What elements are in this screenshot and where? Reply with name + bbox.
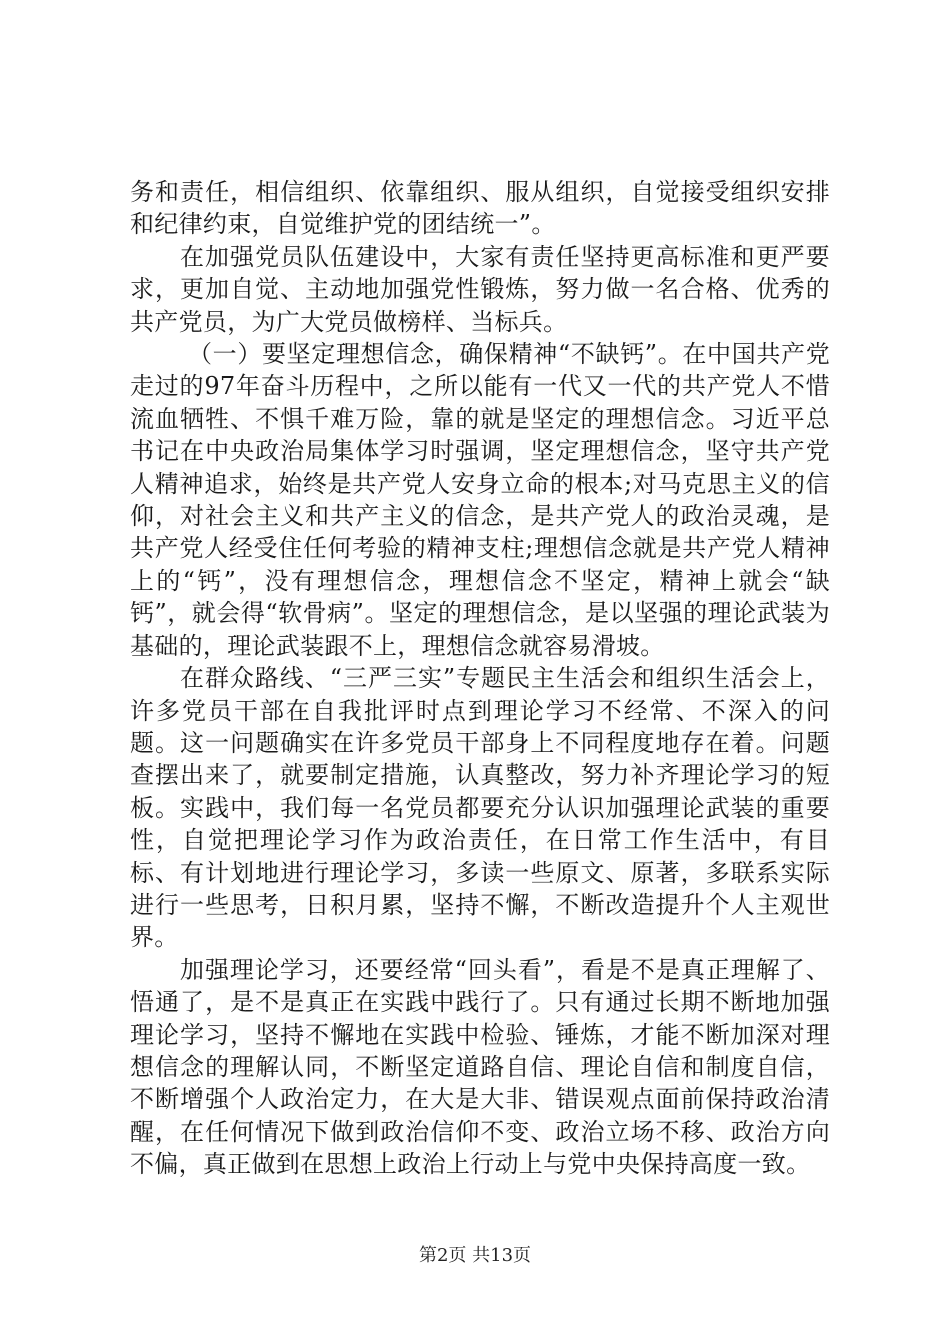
document-body	[130, 176, 830, 1181]
paragraph: 在群众路线、“三严三实”专题民主生活会和组织生活会上，许多党员干部在自我批评时点到理论学习不经常、不深入的问题。这一问题确实在许多党员干部身上不同程度地存在着。问题查摆出来了，就要制定措施，认真整改，努力补齐理论学习的短板。实践中，我们每一名党员都要充分认识加强理论武装的重要性，自觉把理论学习作为政治责任，在日常工作生活中，有目标、有计划地进行理论学习，多读一些原文、原著，多联系实际进行一些思考，日积月累，坚持不懈，不断改造提升个人主观世界。	[130, 664, 830, 952]
page-footer: 第2页 共13页	[418, 1245, 532, 1266]
paragraph-continuation: 务和责任，相信组织、依靠组织、服从组织，自觉接受组织安排和纪律约束，自觉维护党的团结统一”。	[130, 178, 830, 239]
paragraph: 在加强党员队伍建设中，大家有责任坚持更高标准和更严要求，更加自觉、主动地加强党性锻炼，努力做一名合格、优秀的共产党员，为广大党员做榜样、当标兵。	[130, 242, 830, 336]
paragraph: 加强理论学习，还要经常“回头看”，看是不是真正理解了、悟通了，是不是真正在实践中践行了。只有通过长期不断地加强理论学习，坚持不懈地在实践中检验、锤炼，才能不断加深对理想信念的理解认同，不断坚定道路自信、理论自信和制度自信，不断增强个人政治定力，在大是大非、错误观点面前保持政治清醒，在任何情况下做到政治信仰不变、政治立场不移、政治方向不偏，真正做到在思想上政治上行动上与党中央保持高度一致。	[130, 955, 830, 1179]
paragraph-section-heading: （一）要坚定理想信念，确保精神“不缺钙”。在中国共产党走过的97年奋斗历程中，之所以能有一代又一代的共产党人不惜流血牺牲、不惧千难万险，靠的就是坚定的理想信念。习近平总书记在中央政治局集体学习时强调，坚定理想信念，坚守共产党人精神追求，始终是共产党人安身立命的根本;对马克思主义的信仰，对社会主义和共产主义的信念，是共产党人的政治灵魂，是共产党人经受住任何考验的精神支柱;理想信念就是共产党人精神上的“钙”，没有理想信念，理想信念不坚定，精神上就会“缺钙”，就会得“软骨病”。坚定的理想信念，是以坚强的理论武装为基础的，理论武装跟不上，理想信念就容易滑坡。	[130, 340, 830, 660]
